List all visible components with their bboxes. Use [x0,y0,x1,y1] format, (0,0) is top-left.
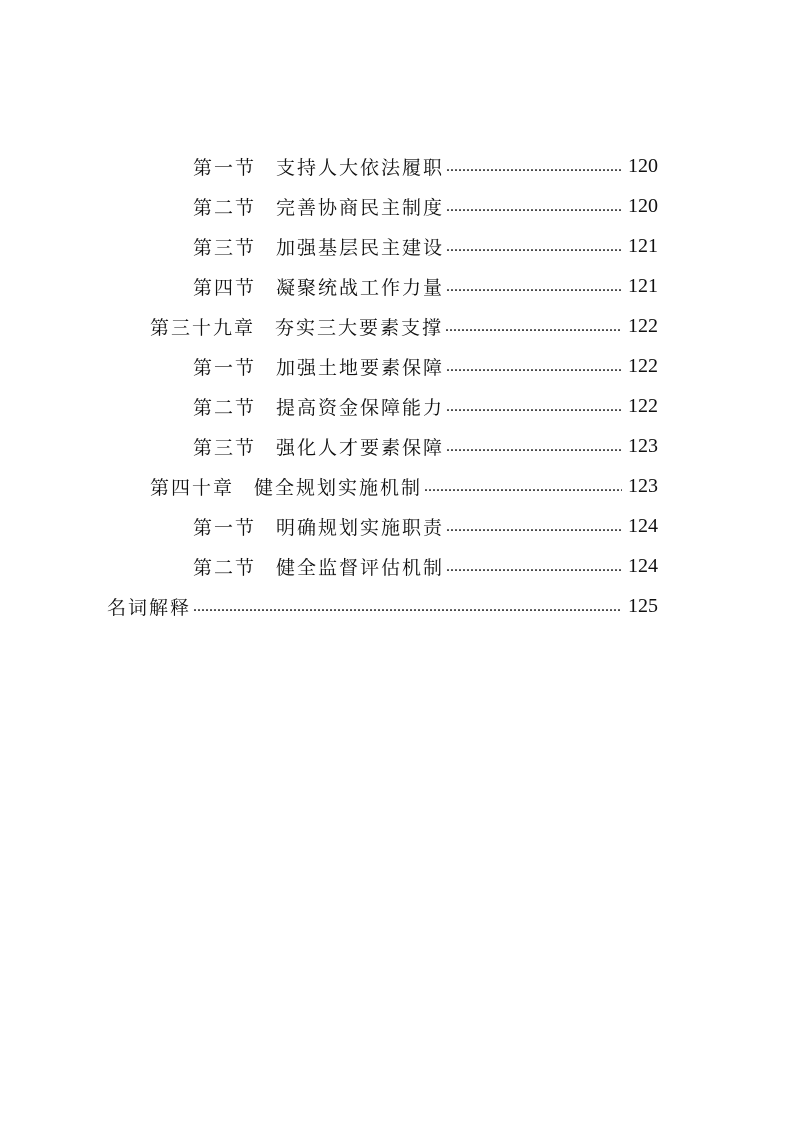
toc-entry-title: 加强土地要素保障 [276,356,445,379]
toc-entry-label: 第二节 [193,556,257,579]
toc-entry-title: 凝聚统战工作力量 [276,276,445,299]
toc-entry-page: 124 [628,514,658,537]
toc-entry[interactable] [0,386,793,426]
toc-entry-label: 第三节 [193,236,257,259]
toc-entry-title: 支持人大依法履职 [276,156,445,179]
toc-entry[interactable] [0,146,793,186]
toc-entry-title: 名词解释 [107,596,192,619]
toc-entry-label: 第二节 [193,396,257,419]
toc-entry-label: 第三节 [193,436,257,459]
toc-entry[interactable] [0,226,793,266]
toc-entry[interactable] [0,346,793,386]
dot-leader [424,474,622,498]
dot-leader [446,434,622,458]
table-of-contents [0,146,793,626]
toc-entry-title: 提高资金保障能力 [276,396,445,419]
toc-entry-page: 120 [628,194,658,217]
dot-leader [446,194,622,218]
toc-entry[interactable] [0,506,793,546]
toc-entry-page: 123 [628,434,658,457]
toc-entry-title: 完善协商民主制度 [276,196,445,219]
toc-entry-label: 第四节 [193,276,257,299]
dot-leader [446,154,622,178]
toc-entry[interactable] [0,546,793,586]
toc-chapter-entry[interactable] [0,466,793,506]
toc-entry-page: 122 [628,394,658,417]
toc-entry-label: 第一节 [193,356,257,379]
dot-leader [446,554,622,578]
toc-entry-label: 第二节 [193,196,257,219]
toc-entry-label: 第四十章 [150,476,235,499]
dot-leader [445,314,622,338]
toc-glossary-entry[interactable] [0,586,793,626]
toc-entry-title: 明确规划实施职责 [276,516,445,539]
toc-entry-page: 123 [628,474,658,497]
toc-entry-page: 125 [628,594,658,617]
dot-leader [446,394,622,418]
toc-entry[interactable] [0,186,793,226]
toc-entry-page: 121 [628,234,658,257]
toc-chapter-entry[interactable] [0,306,793,346]
toc-entry-title: 强化人才要素保障 [276,436,445,459]
toc-entry-title: 健全规划实施机制 [254,476,423,499]
toc-entry-page: 121 [628,274,658,297]
toc-entry-title: 加强基层民主建设 [276,236,445,259]
toc-entry[interactable] [0,266,793,306]
toc-entry-title: 健全监督评估机制 [276,556,445,579]
dot-leader [446,274,622,298]
toc-entry[interactable] [0,426,793,466]
dot-leader [446,354,622,378]
dot-leader [446,514,622,538]
toc-entry-label: 第一节 [193,156,257,179]
toc-entry-page: 120 [628,154,658,177]
dot-leader [446,234,622,258]
dot-leader [193,594,622,618]
toc-entry-label: 第三十九章 [150,316,256,339]
toc-entry-page: 122 [628,354,658,377]
toc-entry-title: 夯实三大要素支撑 [275,316,444,339]
toc-entry-page: 124 [628,554,658,577]
toc-entry-page: 122 [628,314,658,337]
toc-entry-label: 第一节 [193,516,257,539]
